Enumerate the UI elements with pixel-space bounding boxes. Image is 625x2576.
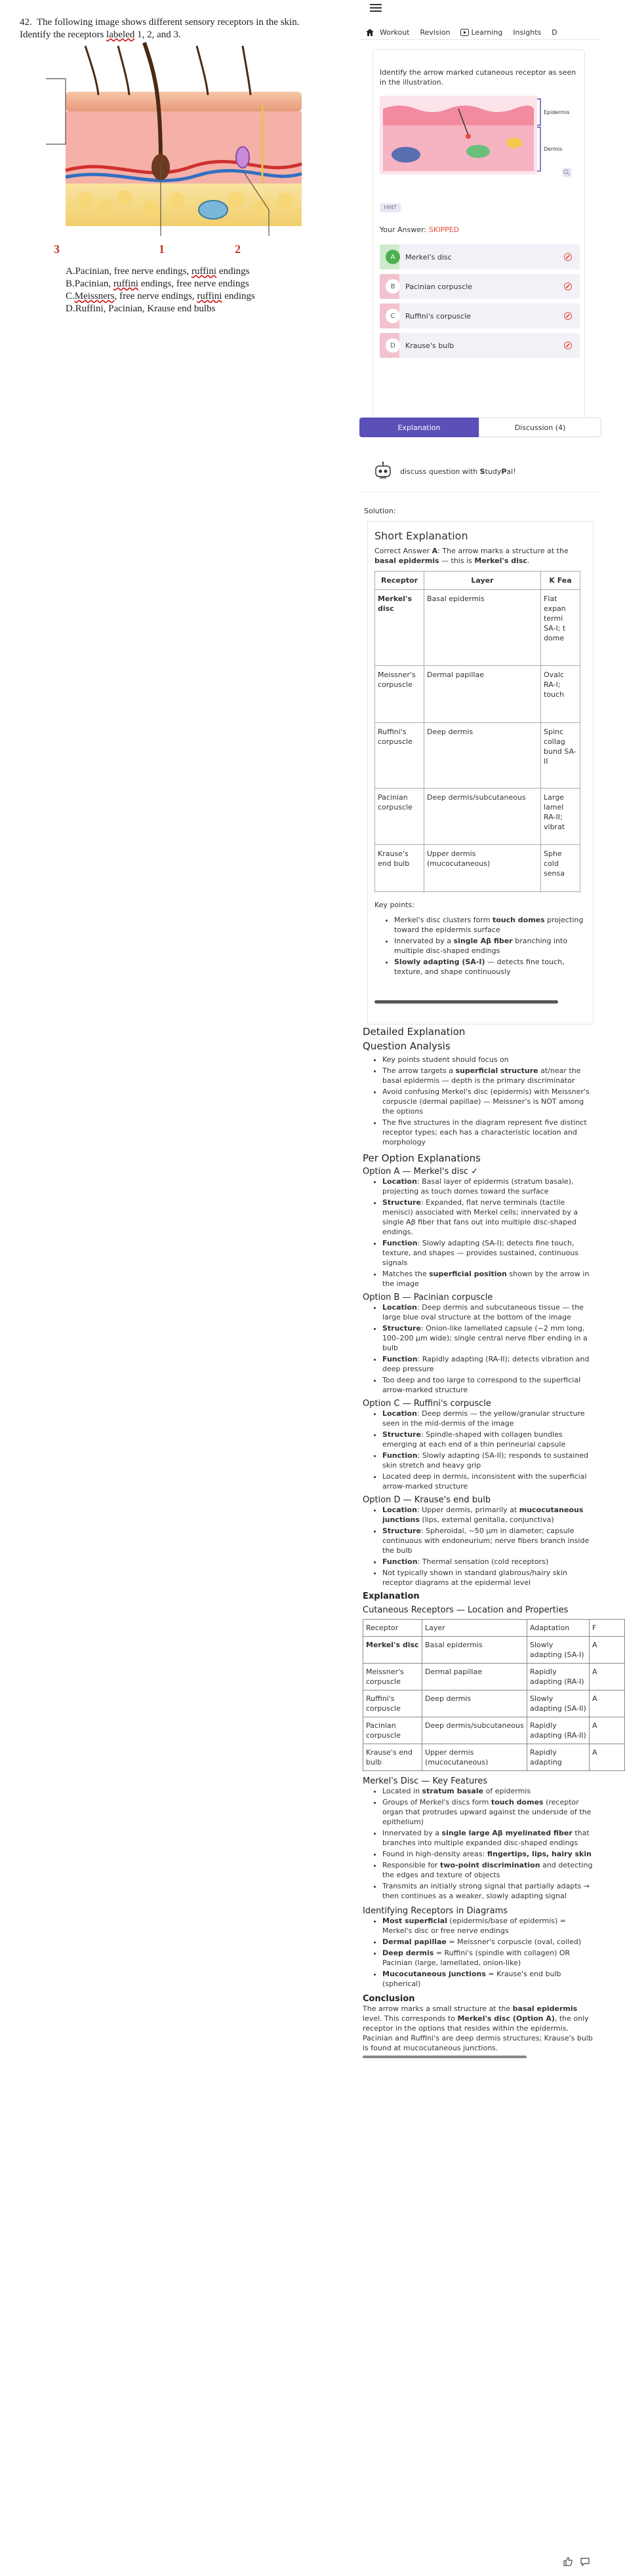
list-item: • Key points student should focus on bbox=[382, 1055, 595, 1064]
top-nav bbox=[359, 25, 601, 39]
list-item: • Location: Deep dermis — the yellow/granular structure seen in the mid-dermis of the image bbox=[382, 1409, 595, 1428]
table-header: Receptor Layer Adaptation F bbox=[363, 1620, 625, 1637]
merkel-features-title: Merkel's Disc — Key Features bbox=[363, 1776, 488, 1786]
table-row: Ruffini's corpuscle Deep dermis Spinc collag bund SA-II bbox=[375, 723, 580, 789]
identifying-list bbox=[382, 1916, 595, 1989]
app-panel bbox=[359, 0, 601, 2576]
tab-more[interactable]: D bbox=[552, 28, 557, 37]
list-item: • Location: Basal layer of epidermis (stratum basale), projecting as touch domes toward the surface bbox=[382, 1177, 595, 1196]
list-item: • Found in high-density areas: fingertips, lips, hairy skin bbox=[382, 1849, 595, 1859]
list-item: • Deep dermis = Ruffini's (spindle with collagen) OR Pacinian (large, lamellated, onion-like) bbox=[382, 1948, 595, 1968]
table-row: Pacinian corpuscle Deep dermis/subcutaneous Large lamel RA-II; vibrat bbox=[375, 789, 580, 845]
your-answer-label: Your Answer: bbox=[380, 225, 427, 234]
list-item: • Innervated by a single large Aβ myelinated fiber that branches into multiple expanded disc-shaped endings bbox=[382, 1828, 595, 1848]
card-question-text: Identify the arrow marked cutaneous receptor as seen in the illustration. bbox=[380, 68, 576, 87]
question-analysis-title: Question Analysis bbox=[363, 1040, 451, 1052]
tab-explanation[interactable]: Explanation bbox=[359, 418, 479, 437]
block-icon bbox=[564, 342, 572, 349]
hint-badge[interactable]: HINT bbox=[380, 203, 401, 212]
answer-option-d[interactable] bbox=[380, 333, 580, 358]
diagram-label-2: 2 bbox=[235, 243, 241, 256]
list-item: • Matches the superficial position shown by the arrow in the image bbox=[382, 1269, 595, 1289]
list-item: • The five structures in the diagram represent five distinct receptor types; each has a characteristic location and morphology bbox=[382, 1118, 595, 1147]
list-item: • Function: Rapidly adapting (RA-II); detects vibration and deep pressure bbox=[382, 1354, 595, 1374]
table-row: Krause's end bulb Upper dermis (mucocutaneous) Sphe cold sensa bbox=[375, 845, 580, 892]
list-item: • Structure: Expanded, flat nerve terminals (tactile menisci) associated with Merkel cells; innervated by a single Aβ fiber that fans out into multiple disc-shaped endings. bbox=[382, 1198, 595, 1237]
cutaneous-table bbox=[363, 1619, 625, 1771]
list-item: • Transmits an initially strong signal that partially adapts → then continues as a weaker, slowly adapting signal bbox=[382, 1881, 595, 1901]
question-options bbox=[66, 265, 255, 315]
identifying-title: Identifying Receptors in Diagrams bbox=[363, 1906, 508, 1916]
list-item: • Mucocutaneous junctions = Krause's end bulb (spherical) bbox=[382, 1969, 595, 1989]
your-answer-value: SKIPPED bbox=[429, 225, 460, 234]
table-row: Meissner's corpuscle Dermal papillae Ovalc RA-I; touch bbox=[375, 666, 580, 723]
merkel-features-list bbox=[382, 1786, 595, 1901]
col-features: K Fea bbox=[541, 572, 580, 590]
table-row: Pacinian corpuscle Deep dermis/subcutaneous Rapidly adapting (RA-II) A bbox=[363, 1717, 625, 1744]
tab-learning[interactable] bbox=[460, 28, 502, 37]
thumbs-up-icon[interactable] bbox=[563, 2556, 573, 2567]
col-receptor: Receptor bbox=[375, 572, 424, 590]
solution-tabs bbox=[359, 418, 601, 437]
robot-icon bbox=[373, 461, 393, 482]
card-skin-image bbox=[380, 96, 570, 178]
list-item: • Location: Upper dermis, primarily at mucocutaneous junctions (lips, external genitalia, conjunctiva) bbox=[382, 1505, 595, 1525]
list-item: • Most superficial (epidermis/base of epidermis) = Merkel's disc or free nerve endings bbox=[382, 1916, 595, 1936]
diagram-label-3: 3 bbox=[54, 243, 60, 256]
list-item: • Slowly adapting (SA-I) — detects fine touch, texture, and shape continuously bbox=[394, 957, 584, 977]
horizontal-scrollbar[interactable] bbox=[363, 2056, 527, 2058]
table-row: Merkel's disc Basal epidermis Slowly adapting (SA-I) A bbox=[363, 1637, 625, 1664]
list-item: • Function: Slowly adapting (SA-II); responds to sustained skin stretch and heavy grip bbox=[382, 1451, 595, 1470]
table-header bbox=[375, 572, 580, 590]
home-icon[interactable] bbox=[365, 28, 374, 37]
list-item: • Too deep and too large to correspond to the superficial arrow-marked structure bbox=[382, 1375, 595, 1395]
menu-icon[interactable] bbox=[370, 4, 382, 12]
answer-option-c[interactable] bbox=[380, 303, 580, 328]
list-item: • Merkel's disc clusters form touch domes projecting toward the epidermis surface bbox=[394, 915, 584, 935]
option-c-title: Option C — Ruffini's corpuscle bbox=[363, 1399, 491, 1409]
list-item: • Located in stratum basale of epidermis bbox=[382, 1786, 595, 1796]
short-explanation-box bbox=[367, 521, 594, 1025]
studypal-text: discuss question with StudyPal! bbox=[400, 467, 516, 476]
col-layer: Layer bbox=[424, 572, 541, 590]
table-row: Meissner's corpuscle Dermal papillae Rapidly adapting (RA-I) A bbox=[363, 1664, 625, 1690]
cutaneous-table-wrap bbox=[363, 1619, 595, 1771]
key-points-list bbox=[394, 915, 584, 978]
comment-icon[interactable] bbox=[580, 2556, 590, 2567]
option-b-text: B.Pacinian, ruffini endings, free nerve endings bbox=[66, 279, 249, 289]
option-label: Pacinian corpuscle bbox=[405, 282, 473, 291]
option-b-list bbox=[382, 1302, 595, 1395]
per-option-title: Per Option Explanations bbox=[363, 1152, 481, 1164]
answer-option-b[interactable] bbox=[380, 274, 580, 299]
cutaneous-table-title: Cutaneous Receptors — Location and Properties bbox=[363, 1605, 569, 1615]
label-epidermis: Epidermis bbox=[544, 109, 570, 115]
correct-answer-text: Correct Answer A: The arrow marks a structure at the basal epidermis — this is Merkel's disc. bbox=[374, 547, 569, 565]
explanation-title: Explanation bbox=[363, 1591, 420, 1601]
list-item: • Function: Slowly adapting (SA-I); detects fine touch, texture, and shapes — provides sustained, continuous signals bbox=[382, 1238, 595, 1268]
studypal-row[interactable] bbox=[373, 459, 595, 484]
list-item: • Function: Thermal sensation (cold receptors) bbox=[382, 1557, 595, 1567]
block-icon bbox=[564, 253, 572, 261]
tab-insights[interactable]: Insights bbox=[513, 28, 542, 37]
tab-discussion[interactable]: Discussion (4) bbox=[479, 418, 601, 437]
question-analysis-list bbox=[382, 1055, 595, 1147]
option-a-title: Option A — Merkel's disc ✓ bbox=[363, 1167, 479, 1177]
short-receptor-table bbox=[374, 571, 580, 892]
option-a-text: A.Pacinian, free nerve endings, ruffini endings bbox=[66, 266, 250, 277]
list-item: • Located deep in dermis, inconsistent with the superficial arrow-marked structure bbox=[382, 1472, 595, 1491]
table-row: Ruffini's corpuscle Deep dermis Slowly adapting (SA-II) A bbox=[363, 1690, 625, 1717]
play-icon bbox=[460, 29, 469, 36]
list-item: • Innervated by a single Aβ fiber branching into multiple disc-shaped endings bbox=[394, 936, 584, 956]
option-d-title: Option D — Krause's end bulb bbox=[363, 1495, 491, 1505]
list-item: • Structure: Onion-like lamellated capsule (~2 mm long, 100–200 µm wide); single central nerve fiber ending in a bulb bbox=[382, 1323, 595, 1353]
option-d-list bbox=[382, 1505, 595, 1588]
question-title: 42. The following image shows different sensory receptors in the skin. Identify the receptors labeled 1, 2, and 3. bbox=[20, 17, 300, 40]
option-label: Krause's bulb bbox=[405, 341, 454, 350]
tab-learning-label: Learning bbox=[471, 28, 503, 37]
conclusion-title: Conclusion bbox=[363, 1994, 415, 2004]
option-label: Ruffini's corpuscle bbox=[405, 311, 471, 321]
nav-divider bbox=[359, 39, 601, 40]
block-icon bbox=[564, 283, 572, 290]
option-letter: D bbox=[386, 338, 400, 353]
detailed-explanation bbox=[363, 1026, 595, 2058]
your-answer bbox=[380, 225, 459, 234]
option-b-title: Option B — Pacinian corpuscle bbox=[363, 1293, 493, 1302]
skin-diagram bbox=[46, 46, 315, 249]
tab-revision[interactable]: Revision bbox=[420, 28, 451, 37]
option-letter: A bbox=[386, 250, 400, 264]
list-item: • Structure: Spindle-shaped with collagen bundles emerging at each end of a thin perineurial capsule bbox=[382, 1430, 595, 1449]
list-item: • Structure: Spheroidal, ~50 µm in diameter; capsule continuous with endoneurium; nerve fibers branch inside the bulb bbox=[382, 1526, 595, 1555]
option-a-list bbox=[382, 1177, 595, 1289]
block-icon bbox=[564, 312, 572, 320]
list-item: • Location: Deep dermis and subcutaneous tissue — the large blue oval structure at the bottom of the image bbox=[382, 1302, 595, 1322]
diagram-label-1: 1 bbox=[159, 243, 165, 256]
list-item: • Avoid confusing Merkel's disc (epidermis) with Meissner's corpuscle (dermal papillae) — Meissner's is NOT among the options bbox=[382, 1087, 595, 1116]
table-row: Merkel's disc Basal epidermis Flat expan termi SA-I; t dome bbox=[375, 590, 580, 666]
list-item: • The arrow targets a superficial structure at/near the basal epidermis — depth is the primary discriminator bbox=[382, 1066, 595, 1085]
option-letter: B bbox=[386, 279, 400, 294]
option-c-text: C.Meissners, free nerve endings, ruffini endings bbox=[66, 291, 255, 302]
tab-workout[interactable]: Workout bbox=[380, 28, 410, 37]
horizontal-scrollbar[interactable] bbox=[374, 1000, 558, 1004]
answer-option-a[interactable] bbox=[380, 244, 580, 269]
list-item: • Responsible for two-point discrimination and detecting the edges and texture of objects bbox=[382, 1860, 595, 1880]
table-row: Krause's end bulb Upper dermis (mucocutaneous) Rapidly adapting A bbox=[363, 1744, 625, 1771]
key-points-label: Key points: bbox=[374, 901, 414, 909]
question-card bbox=[373, 49, 585, 426]
option-label: Merkel's disc bbox=[405, 252, 452, 262]
option-d-text: D.Ruffini, Pacinian, Krause end bulbs bbox=[66, 303, 216, 314]
list-item: • Not typically shown in standard glabrous/hairy skin receptor diagrams at the epidermal level bbox=[382, 1568, 595, 1588]
solution-label: Solution: bbox=[364, 507, 396, 515]
option-c-list bbox=[382, 1409, 595, 1491]
short-explanation-title: Short Explanation bbox=[374, 530, 468, 542]
list-item: • Dermal papillae = Meissner's corpuscle (oval, coiled) bbox=[382, 1937, 595, 1947]
conclusion-text: The arrow marks a small structure at the basal epidermis level. This corresponds to Merkel's disc (Option A), the only receptor in the options that resides within the epidermis. Pacinian and Ruffini's are deep dermis structures; Krause's bulb is found at mucocutaneous junctions. bbox=[363, 2004, 593, 2052]
option-letter: C bbox=[386, 309, 400, 323]
label-dermis: Dermis bbox=[544, 146, 563, 152]
list-item: • Groups of Merkel's discs form touch domes (receptor organ that protrudes upward against the underside of the epithelium) bbox=[382, 1797, 595, 1827]
detailed-title: Detailed Explanation bbox=[363, 1026, 466, 1038]
zoom-icon[interactable] bbox=[562, 168, 571, 177]
